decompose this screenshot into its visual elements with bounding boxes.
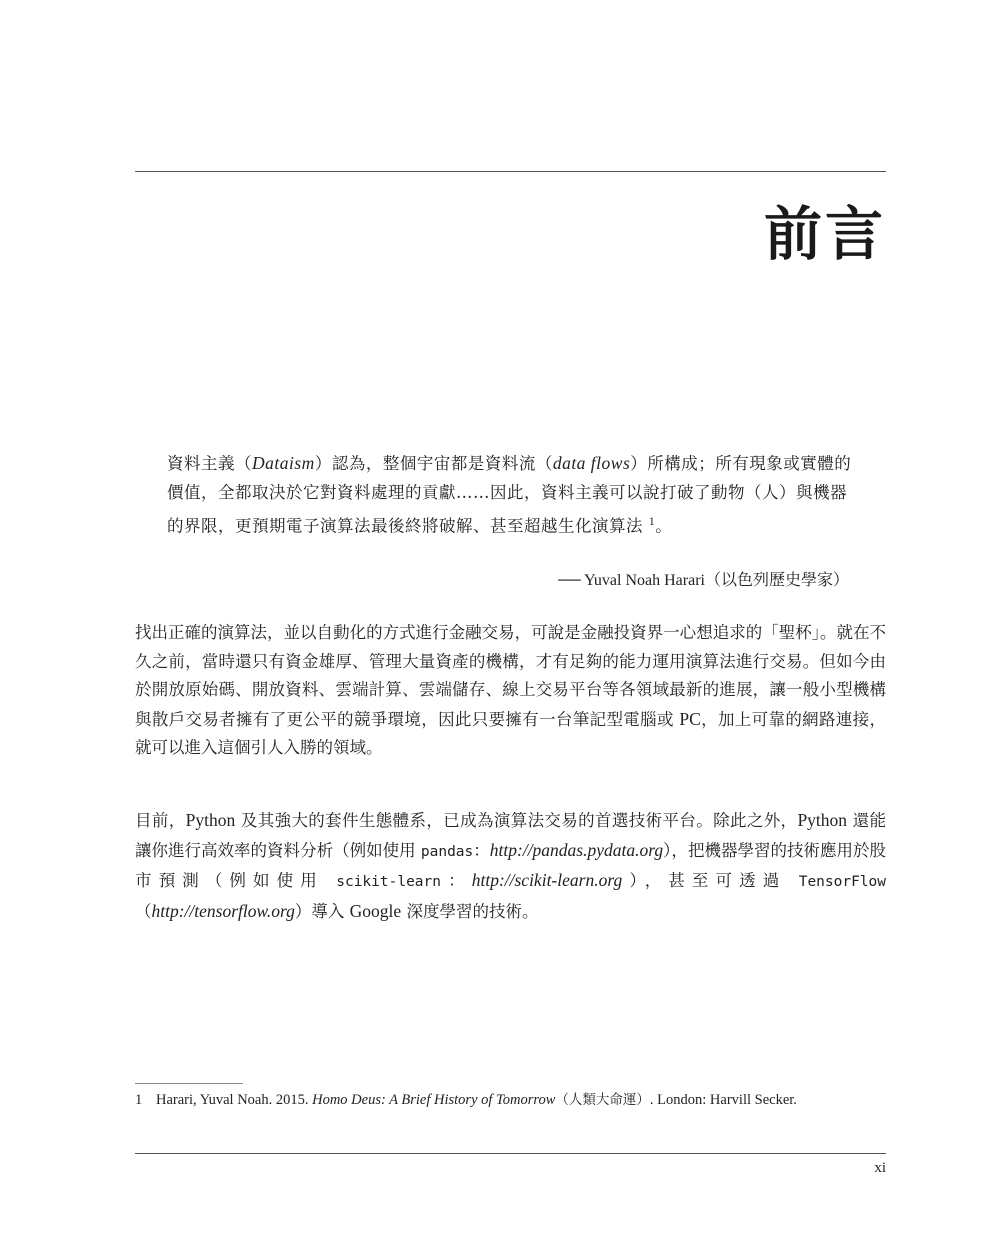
epigraph-attribution: ── Yuval Noah Harari（以色列歷史學家） <box>558 572 849 589</box>
paragraph-text: 找出正確的演算法，並以自動化的方式進行金融交易，可說是金融投資界一心想追求的「聖杯」。就在不久之前，當時還只有資金雄厚、管理大量資產的機構，才有足夠的能力運用演算法進行交易。但如今由於開放原始碼、開放資料、雲端計算、雲端儲存、線上交易平台等各領域最新的進展，讓一般小型機構與散戶交易者擁有了更公平的競爭環境，因此只要擁有一台筆記型電腦或 <box>135 623 886 729</box>
link-scikit-learn[interactable]: http://scikit-learn.org <box>471 870 623 891</box>
book-title: Homo Deus: A Brief History of Tomorrow <box>312 1092 556 1108</box>
epigraph-text: 資料主義（ <box>167 454 252 473</box>
paragraph-text: 及其強大的套件生態體系，已成為演算法交易的首選技術平台。除此之外， <box>240 811 798 830</box>
link-tensorflow[interactable]: http://tensorflow.org <box>151 900 295 921</box>
link-pandas[interactable]: http://pandas.pydata.org <box>489 839 664 860</box>
paragraph-text: ）導入 <box>294 901 345 921</box>
paragraph-text: ），甚至可透過 <box>622 871 787 891</box>
footnote-number: 1 <box>135 1092 143 1108</box>
bottom-rule <box>135 1153 886 1154</box>
package-tensorflow: TensorFlow <box>798 874 887 891</box>
epigraph-text: 。 <box>655 516 673 536</box>
separator: ： <box>473 840 490 860</box>
term-python: Python <box>797 810 848 830</box>
paragraph-text: 深度學習的技術。 <box>406 901 539 921</box>
term-python: Python <box>185 810 236 830</box>
paragraph-text: 目前， <box>135 811 186 830</box>
separator: ： <box>441 871 472 891</box>
footnote-1 <box>135 1089 895 1111</box>
epigraph-quote <box>167 449 857 541</box>
epigraph-text: ）認為，整個宇宙都是資料流（ <box>314 454 553 473</box>
paragraph-text: 還能讓你進行高效率的資料分析（例如使用 <box>135 811 887 860</box>
footnote-text: . London: Harvill Secker. <box>649 1092 797 1108</box>
term-data-flows: data flows <box>552 453 631 473</box>
footnote-text: Harari, Yuval Noah. 2015. <box>156 1092 309 1108</box>
epigraph-text: ）所構成；所有現象或實體的價值，全都取決於它對資料處理的貢獻……因此，資料主義可以說打破了動物（人）與機器的界限，更預期電子演算法最後終將破解、甚至超越生化演算法 <box>167 454 852 536</box>
footnote-rule <box>135 1083 243 1084</box>
paragraph-text: ，加上可靠的網路連接，就可以進入這個引人入勝的領域。 <box>135 709 887 758</box>
term-dataism: Dataism <box>252 453 315 473</box>
package-pandas: pandas <box>420 843 474 860</box>
term-pc: PC <box>679 708 701 729</box>
body-paragraph-2 <box>135 806 886 926</box>
paragraph-text: ），把機器學習的技術應用於股市預測（例如使用 <box>135 840 887 891</box>
page-number: xi <box>874 1160 886 1176</box>
chapter-title: 前言 <box>763 200 886 268</box>
top-rule <box>135 171 886 172</box>
book-title-chinese: （人類大命運） <box>555 1092 650 1108</box>
paragraph-text: （ <box>135 901 152 921</box>
footnote-ref[interactable]: 1 <box>648 514 656 528</box>
package-scikit-learn: scikit-learn <box>336 874 441 891</box>
term-google: Google <box>349 900 402 921</box>
body-paragraph-1 <box>135 619 886 763</box>
